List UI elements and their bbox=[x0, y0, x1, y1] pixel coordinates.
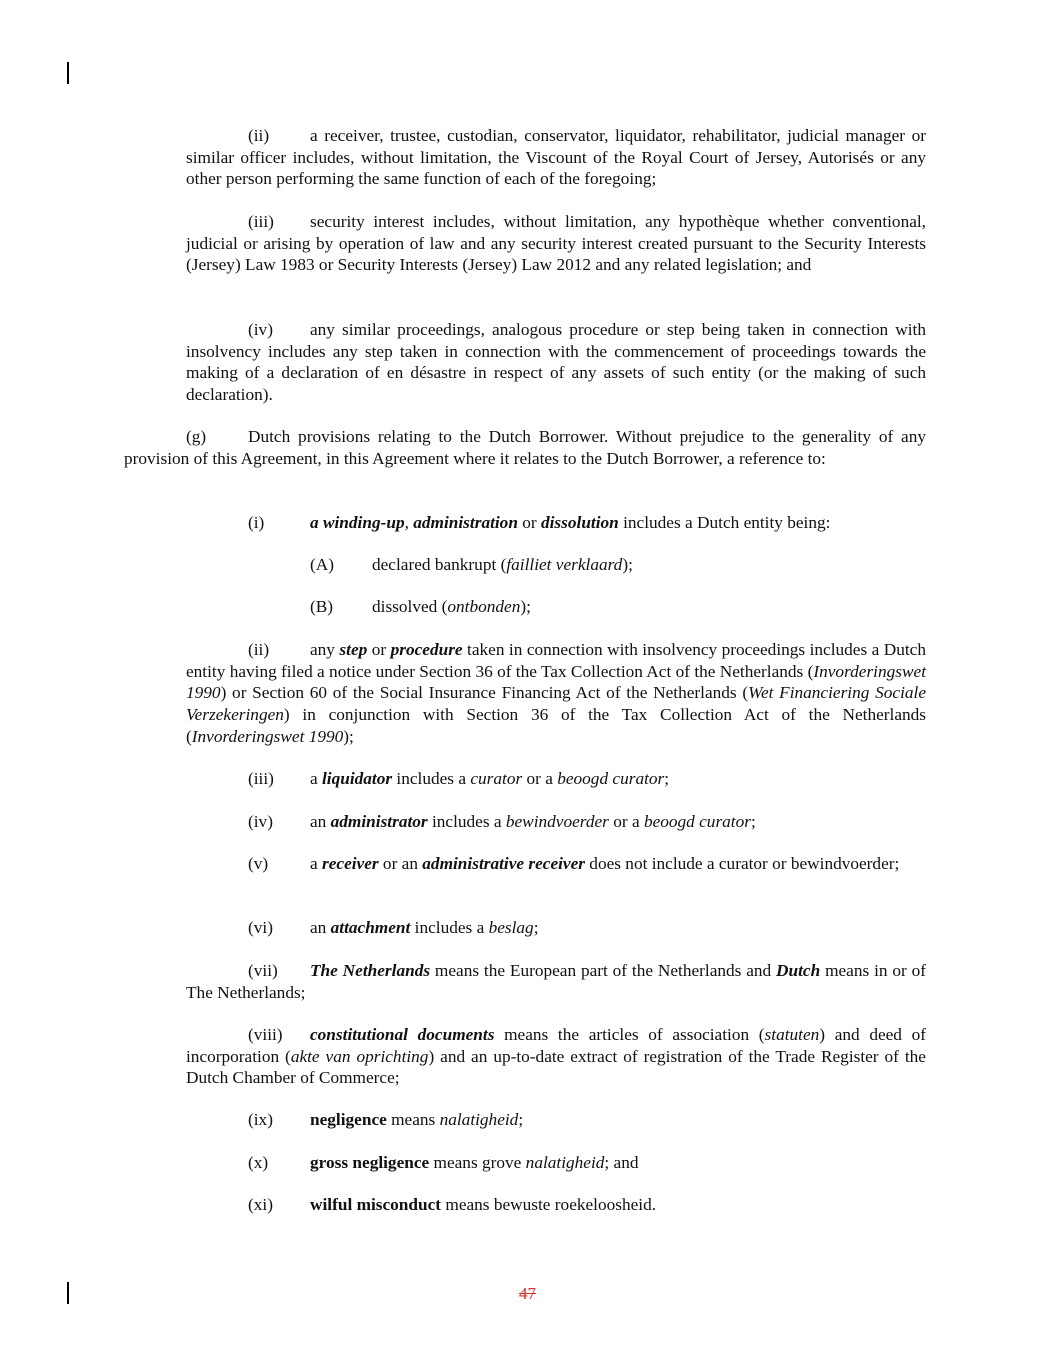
dutch-clause-ix bbox=[248, 1109, 523, 1131]
clause-text: or bbox=[517, 513, 541, 532]
clause-text: ) or Section 60 of the Social Insurance Financing Act of the Netherlands ( bbox=[220, 683, 749, 703]
term-administrative-receiver: administrative receiver bbox=[422, 854, 585, 873]
dutch-clause-vi bbox=[248, 917, 539, 939]
term-beoogd-curator: beoogd curator bbox=[557, 769, 665, 788]
dutch-clause-iv bbox=[248, 811, 756, 833]
jersey-clause-ii bbox=[186, 125, 926, 190]
dutch-clause-x bbox=[248, 1152, 638, 1174]
term-statuten: statuten bbox=[764, 1025, 820, 1044]
term-gross-negligence: gross negligence bbox=[310, 1153, 430, 1172]
term-nalatigheid: nalatigheid bbox=[525, 1153, 605, 1172]
clause-label: (ii) bbox=[248, 126, 270, 145]
term-dutch: Dutch bbox=[776, 961, 821, 980]
dutch-clause-i bbox=[248, 512, 830, 534]
term-step: step bbox=[339, 640, 368, 659]
clause-text: ; bbox=[664, 769, 670, 788]
clause-text: ); bbox=[343, 726, 354, 746]
clause-label: (xi) bbox=[248, 1195, 273, 1214]
clause-text: any similar proceedings, analogous procedure or step being taken in connection with insolvency includes any step taken in connection with the commencement of proceedings towards the making of a declaration of en désastre in respect of any assets of such entity (or the making of such declaration). bbox=[186, 320, 926, 405]
term-procedure: procedure bbox=[390, 640, 463, 659]
term-wilful-misconduct: wilful misconduct bbox=[310, 1195, 442, 1214]
term-beoogd-curator: beoogd curator bbox=[643, 812, 751, 831]
clause-text: includes a bbox=[410, 918, 489, 937]
dutch-clause-xi bbox=[248, 1194, 656, 1216]
clause-label: (vii) bbox=[248, 961, 278, 980]
term-dissolution: dissolution bbox=[540, 513, 619, 532]
clause-text: ; bbox=[533, 918, 539, 937]
clause-text: includes a Dutch entity being: bbox=[618, 513, 831, 532]
clause-label: (iii) bbox=[248, 212, 274, 231]
clause-text: means in or of The Netherlands; bbox=[186, 961, 926, 1002]
dutch-clause-A bbox=[310, 554, 633, 576]
dutch-clause-v bbox=[186, 853, 926, 875]
page-number: 47 bbox=[519, 1284, 536, 1303]
clause-text: ) in conjunction with Section 36 of the Tax Collection Act of the Netherlands ( bbox=[186, 705, 926, 746]
clause-text: means grove bbox=[429, 1153, 526, 1172]
clause-label: (i) bbox=[248, 513, 265, 532]
term-administration: administration bbox=[413, 513, 518, 532]
term-beslag: beslag bbox=[488, 918, 534, 937]
clause-text: means bbox=[386, 1110, 440, 1129]
term-attachment: attachment bbox=[330, 918, 411, 937]
term-winding-up: a winding-up bbox=[310, 513, 405, 532]
clause-text: ; bbox=[518, 1110, 524, 1129]
clause-text: ; and bbox=[604, 1153, 639, 1172]
clause-text: a bbox=[310, 769, 322, 788]
clause-text: ); bbox=[622, 555, 633, 574]
term-administrator: administrator bbox=[330, 812, 428, 831]
clause-text: a receiver, trustee, custodian, conservator, liquidator, rehabilitator, judicial manager or similar officer includes, without limitation, the Viscount of the Royal Court of Jersey, Autorisés or any other person performing the same function of each of the foregoing; bbox=[186, 126, 926, 189]
clause-text: , bbox=[404, 513, 414, 532]
clause-label: (ix) bbox=[248, 1110, 273, 1129]
jersey-clause-iii bbox=[186, 211, 926, 276]
term-nalatigheid: nalatigheid bbox=[439, 1110, 519, 1129]
clause-label: (vi) bbox=[248, 918, 273, 937]
clause-text: means bewuste roekeloosheid. bbox=[441, 1195, 657, 1214]
term-negligence: negligence bbox=[310, 1110, 387, 1129]
term-invorderingswet: Invorderingswet 1990 bbox=[191, 726, 344, 746]
term-curator: curator bbox=[470, 769, 523, 788]
clause-label: (g) bbox=[186, 427, 207, 446]
term-bewindvoerder: bewindvoerder bbox=[505, 812, 609, 831]
term-akte-van-oprichting: akte van oprichting bbox=[290, 1046, 429, 1066]
clause-text: or a bbox=[608, 812, 644, 831]
term-receiver: receiver bbox=[322, 854, 379, 873]
clause-label: (A) bbox=[310, 555, 334, 574]
clause-label: (x) bbox=[248, 1153, 269, 1172]
clause-text: includes a bbox=[427, 812, 506, 831]
jersey-clause-iv bbox=[186, 319, 926, 406]
clause-text: an bbox=[310, 918, 331, 937]
clause-label: (iv) bbox=[248, 812, 273, 831]
clause-text: security interest includes, without limitation, any hypothèque whether conventional, judicial or arising by operation of law and any security interest created pursuant to the Security Interests (Jersey) Law 1983 or Security Interests (Jersey) Law 2012 and any related legislation; and bbox=[186, 212, 926, 275]
term-invorderingswet: Invorderingswet 1990 bbox=[186, 661, 926, 703]
clause-text: a bbox=[310, 854, 322, 873]
dutch-clause-viii bbox=[186, 1024, 926, 1089]
clause-text: does not include a curator or bewindvoerder; bbox=[584, 854, 900, 873]
term-liquidator: liquidator bbox=[322, 769, 393, 788]
clause-label: (iv) bbox=[248, 320, 273, 339]
dutch-clause-vii bbox=[186, 960, 926, 1003]
term-failliet-verklaard: failliet verklaard bbox=[506, 555, 623, 574]
clause-label: (viii) bbox=[248, 1025, 283, 1044]
clause-text: ) and deed of incorporation ( bbox=[186, 1025, 927, 1066]
clause-label: (v) bbox=[248, 854, 269, 873]
clause-text: means the European part of the Netherlands and bbox=[430, 961, 777, 980]
term-ontbonden: ontbonden bbox=[447, 597, 521, 616]
clause-text: Dutch provisions relating to the Dutch Borrower. Without prejudice to the generality of any provision of this Agreement, in this Agreement where it relates to the Dutch Borrower, a reference to: bbox=[124, 427, 926, 468]
clause-label: (B) bbox=[310, 597, 334, 616]
clause-label: (iii) bbox=[248, 769, 274, 788]
clause-text: any bbox=[310, 640, 340, 659]
dutch-clause-iii bbox=[248, 768, 669, 790]
term-wet-financiering: Wet Financiering Sociale Verzekeringen bbox=[186, 683, 926, 725]
clause-text: dissolved ( bbox=[372, 597, 448, 616]
clause-text: or an bbox=[378, 854, 423, 873]
clause-text: or a bbox=[522, 769, 558, 788]
clause-text: includes a bbox=[392, 769, 471, 788]
clause-text: taken in connection with insolvency proceedings includes a Dutch entity having filed a notice under Section 36 of the Tax Collection Act of the Netherlands ( bbox=[186, 640, 926, 681]
term-constitutional-documents: constitutional documents bbox=[310, 1025, 495, 1044]
clause-text: means the articles of association ( bbox=[494, 1025, 765, 1044]
clause-g-dutch-provisions bbox=[124, 426, 926, 469]
change-bar-top bbox=[67, 62, 69, 84]
clause-text: ; bbox=[750, 812, 756, 831]
dutch-clause-ii bbox=[186, 639, 926, 748]
clause-text: an bbox=[310, 812, 331, 831]
dutch-clause-B bbox=[310, 596, 531, 618]
clause-text: ); bbox=[520, 597, 531, 616]
clause-text: or bbox=[367, 640, 391, 659]
term-the-netherlands: The Netherlands bbox=[310, 961, 431, 980]
clause-text: ) and an up-to-date extract of registration of the Trade Register of the Dutch Chamber of Commerce; bbox=[186, 1046, 926, 1088]
clause-text: declared bankrupt ( bbox=[372, 555, 507, 574]
clause-label: (ii) bbox=[248, 640, 270, 659]
